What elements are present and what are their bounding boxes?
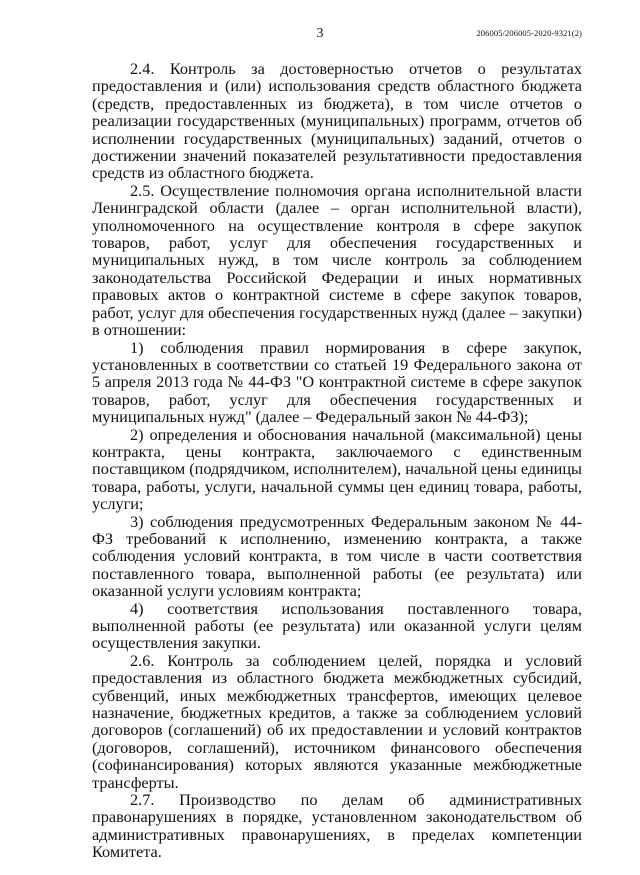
document-body — [92, 60, 582, 861]
list-item-3: 3) соблюдения предусмотренных Федеральным законом № 44-ФЗ требований к исполнению, изменению контракта, а также соблюдения условий контракта, в том числе в части соответствия поставленного товара, выполненной работы (ее результата) или оказанной услуги условиям контракта; — [92, 511, 582, 601]
paragraph-2-5: 2.5. Осуществление полномочия органа исполнительной власти Ленинградской области (далее – орган исполнительной власти), уполномоченного на осуществление контроля в сфере закупок товаров, работ, услуг для обеспечения государственных и муниципальных нужд, в том числе контроль за соблюдением законодательства Российской Федерации и иных нормативных правовых актов о контрактной системе в сфере закупок товаров, работ, услуг для обеспечения государственных нужд (далее – закупки) в отношении: — [92, 180, 582, 340]
list-item-4: 4) соответствия использования поставленного товара, выполненной работы (ее результата) или оказанной услуги целям осуществления закупки. — [92, 598, 582, 653]
paragraph-2-6: 2.6. Контроль за соблюдением целей, порядка и условий предоставления из областного бюджета межбюджетных субсидий, субвенций, иных межбюджетных трансфертов, имеющих целевое назначение, бюджетных кредитов, а также за соблюдением условий договоров (соглашений) об их предоставлении и условий контрактов (договоров, соглашений), источником финансового обеспечения (софинансирования) которых являются указанные межбюджетные трансферты. — [92, 650, 582, 792]
page-number: 3 — [316, 26, 324, 41]
document-id: 206005/206005-2020-9321(2) — [476, 28, 582, 38]
list-item-2: 2) определения и обоснования начальной (максимальной) цены контракта, цены контракта, заключаемого с единственным поставщиком (подрядчиком, исполнителем), начальной цены единицы товара, работы, услуги, начальной суммы цен единиц товара, работы, услуги; — [92, 424, 582, 514]
paragraph-2-4: 2.4. Контроль за достоверностью отчетов о результатах предоставления и (или) использования средств областного бюджета (средств, предоставленных из бюджета), в том числе отчетов о реализации государственных (муниципальных) программ, отчетов об исполнении государственных (муниципальных) заданий, отчетов о достижении значений показателей результативности предоставления средств из областного бюджета. — [92, 59, 582, 183]
paragraph-2-7: 2.7. Производство по делам об административных правонарушениях в порядке, установленном законодательством об административных правонарушениях, в пределах компетенции Комитета. — [92, 790, 582, 862]
list-item-1: 1) соблюдения правил нормирования в сфере закупок, установленных в соответствии со статьей 19 Федерального закона от 5 апреля 2013 года № 44-ФЗ "О контрактной системе в сфере закупок товаров, работ, услуг для обеспечения государственных и муниципальных нужд" (далее – Федеральный закон № 44-ФЗ); — [92, 337, 582, 427]
